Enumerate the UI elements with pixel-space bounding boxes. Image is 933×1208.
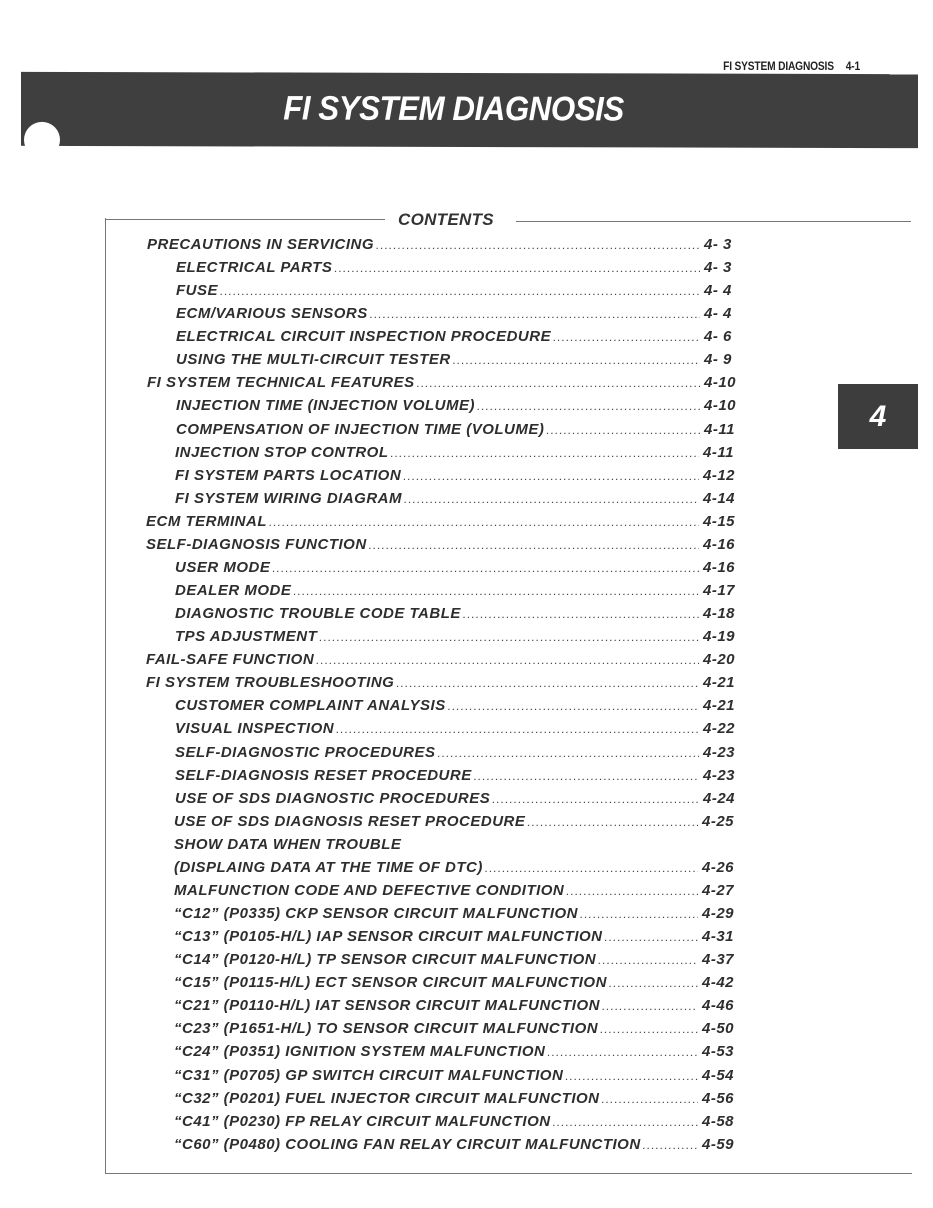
toc-entry-page-number: 4-15: [703, 512, 736, 530]
chapter-title: FI SYSTEM DIAGNOSIS: [283, 89, 624, 129]
toc-dot-leader: [369, 538, 699, 552]
toc-entry[interactable]: [174, 813, 740, 835]
toc-entry-page-number: 4-58: [702, 1112, 735, 1130]
toc-entry-label: SELF-DIAGNOSIS FUNCTION: [146, 535, 367, 553]
toc-entry[interactable]: [147, 374, 742, 396]
toc-dot-leader: [547, 1045, 698, 1059]
toc-entry[interactable]: [176, 397, 742, 419]
toc-dot-leader: [580, 907, 698, 921]
toc-entry[interactable]: [146, 513, 741, 535]
toc-entry-page-number: 4- 4: [704, 282, 732, 300]
toc-entry[interactable]: [176, 421, 742, 443]
toc-entry-page-number: 4-16: [703, 558, 736, 576]
toc-entry-page-number: 4-10: [704, 397, 737, 415]
contents-rule-right: [516, 221, 911, 222]
toc-entry-label: VISUAL INSPECTION: [175, 720, 335, 738]
toc-entry-page-number: 4-18: [703, 605, 736, 623]
toc-entry-page-number: 4-29: [702, 905, 735, 923]
toc-entry[interactable]: [146, 536, 741, 558]
toc-entry-label: PRECAUTIONS IN SERVICING: [147, 236, 375, 253]
toc-entry-page-number: 4-21: [703, 697, 736, 715]
toc-entry-label: COMPENSATION OF INJECTION TIME (VOLUME): [176, 420, 545, 438]
toc-entry-page-number: 4-54: [702, 1066, 735, 1084]
toc-dot-leader: [438, 746, 699, 760]
toc-entry[interactable]: [175, 559, 741, 581]
toc-entry-label: DIAGNOSTIC TROUBLE CODE TABLE: [175, 605, 461, 623]
toc-entry-label: FAIL-SAFE FUNCTION: [146, 651, 315, 669]
toc-entry-page-number: 4-11: [703, 443, 734, 461]
toc-entry[interactable]: [176, 351, 742, 373]
toc-entry-label: USE OF SDS DIAGNOSTIC PROCEDURES: [175, 789, 491, 807]
toc-dot-leader: [492, 792, 699, 806]
toc-entry-page-number: 4-14: [703, 489, 736, 507]
toc-dot-leader: [602, 999, 698, 1013]
toc-entry-label: FI SYSTEM PARTS LOCATION: [175, 466, 402, 484]
toc-entry-label: “C15” (P0115-H/L) ECT SENSOR CIRCUIT MALFUNCTION: [174, 974, 607, 992]
toc-dot-leader: [417, 376, 700, 390]
toc-entry-label: SELF-DIAGNOSTIC PROCEDURES: [175, 743, 436, 761]
toc-dot-leader: [598, 953, 698, 967]
toc-entry[interactable]: [174, 836, 740, 858]
toc-dot-leader: [391, 446, 699, 460]
toc-dot-leader: [453, 353, 700, 367]
toc-dot-leader: [448, 699, 699, 713]
toc-dot-leader: [553, 1115, 698, 1129]
toc-entry-page-number: 4-26: [702, 858, 735, 876]
toc-entry-page-number: 4-31: [702, 928, 735, 946]
toc-entry-label: “C12” (P0335) CKP SENSOR CIRCUIT MALFUNCTION: [174, 905, 578, 923]
toc-dot-leader: [316, 653, 699, 667]
toc-entry-page-number: 4-23: [703, 743, 736, 761]
toc-dot-leader: [334, 261, 700, 275]
toc-entry[interactable]: [176, 259, 742, 281]
toc-dot-leader: [403, 469, 699, 483]
toc-dot-leader: [566, 884, 698, 898]
toc-entry[interactable]: [174, 951, 740, 973]
toc-entry[interactable]: [176, 282, 742, 304]
toc-entry[interactable]: [174, 1136, 740, 1158]
toc-entry-page-number: 4- 4: [704, 305, 732, 323]
toc-entry-label: “C14” (P0120-H/L) TP SENSOR CIRCUIT MALFUNCTION: [174, 951, 597, 969]
toc-entry-label: DEALER MODE: [175, 582, 292, 600]
toc-entry[interactable]: [174, 974, 740, 996]
toc-dot-leader: [600, 1022, 698, 1036]
toc-dot-leader: [220, 284, 700, 298]
toc-dot-leader: [293, 584, 699, 598]
title-bar-notch-decoration: [24, 122, 60, 158]
toc-entry-page-number: 4-22: [703, 720, 736, 738]
toc-entry[interactable]: [175, 605, 741, 627]
toc-entry-page-number: 4-56: [702, 1089, 735, 1107]
toc-entry[interactable]: [175, 744, 741, 766]
toc-entry-page-number: 4- 9: [704, 351, 732, 369]
toc-dot-leader: [376, 238, 700, 252]
toc-entry[interactable]: [146, 651, 741, 673]
toc-entry-page-number: 4-17: [703, 582, 736, 600]
toc-entry-label: ECM TERMINAL: [146, 512, 267, 530]
toc-entry-page-number: 4- 3: [704, 236, 732, 253]
toc-entry[interactable]: [175, 697, 741, 719]
toc-entry-label: ECM/VARIOUS SENSORS: [176, 305, 368, 323]
toc-entry-label: “C23” (P1651-H/L) TO SENSOR CIRCUIT MALFUNCTION: [174, 1020, 599, 1038]
toc-entry-label: “C60” (P0480) COOLING FAN RELAY CIRCUIT MALFUNCTION: [174, 1135, 641, 1153]
toc-entry-page-number: 4-25: [702, 812, 735, 830]
toc-entry-page-number: 4-21: [703, 674, 736, 692]
toc-entry[interactable]: [174, 882, 740, 904]
toc-entry-label: TPS ADJUSTMENT: [175, 628, 318, 646]
toc-entry-page-number: 4-37: [702, 951, 735, 969]
toc-entry[interactable]: [175, 767, 741, 789]
toc-entry-page-number: 4-11: [704, 420, 735, 438]
toc-entry[interactable]: [175, 628, 741, 650]
toc-entry-label: USER MODE: [175, 558, 271, 576]
toc-dot-leader: [463, 607, 699, 621]
running-head: [723, 59, 860, 73]
toc-entry-page-number: 4-23: [703, 766, 736, 784]
running-head-section: FI SYSTEM DIAGNOSIS: [723, 59, 834, 73]
toc-entry-label: FI SYSTEM TECHNICAL FEATURES: [147, 374, 415, 392]
toc-entry-label: SHOW DATA WHEN TROUBLE: [174, 835, 402, 853]
toc-entry[interactable]: [174, 905, 740, 927]
toc-entry-label: INJECTION STOP CONTROL: [175, 443, 389, 461]
toc-entry[interactable]: [176, 305, 742, 327]
toc-entry[interactable]: [174, 1113, 740, 1135]
toc-entry-page-number: 4-59: [702, 1135, 735, 1153]
toc-dot-leader: [565, 1069, 698, 1083]
toc-entry-label: “C24” (P0351) IGNITION SYSTEM MALFUNCTION: [174, 1043, 546, 1061]
toc-entry-label: “C41” (P0230) FP RELAY CIRCUIT MALFUNCTION: [174, 1112, 551, 1130]
toc-entry-label: USE OF SDS DIAGNOSIS RESET PROCEDURE: [174, 812, 526, 830]
toc-entry-page-number: 4-16: [703, 535, 736, 553]
toc-entry[interactable]: [174, 1020, 740, 1042]
toc-entry-page-number: 4-53: [702, 1043, 735, 1061]
toc-entry[interactable]: [174, 997, 740, 1019]
toc-entry[interactable]: [146, 674, 741, 696]
toc-dot-leader: [485, 861, 698, 875]
toc-entry[interactable]: [175, 467, 741, 489]
toc-dot-leader: [404, 492, 699, 506]
toc-entry-page-number: 4-20: [703, 651, 736, 669]
toc-entry-label: USING THE MULTI-CIRCUIT TESTER: [176, 351, 451, 369]
toc-entry-page-number: 4- 3: [704, 259, 732, 277]
toc-entry-page-number: 4-19: [703, 628, 736, 646]
toc-entry[interactable]: [174, 928, 740, 950]
contents-heading: CONTENTS: [398, 210, 494, 229]
toc-dot-leader: [477, 399, 700, 413]
toc-entry[interactable]: [174, 1067, 740, 1089]
toc-entry-label: FUSE: [176, 282, 219, 300]
toc-entry[interactable]: [174, 1043, 740, 1065]
toc-entry-label: FI SYSTEM TROUBLESHOOTING: [146, 674, 395, 692]
chapter-tab: 4: [838, 384, 918, 449]
toc-entry-label: CUSTOMER COMPLAINT ANALYSIS: [175, 697, 446, 715]
toc-entry-page-number: 4-50: [702, 1020, 735, 1038]
toc-entry-page-number: 4-12: [703, 466, 736, 484]
running-head-page-number: 4-1: [845, 59, 860, 73]
toc-entry-page-number: 4-46: [702, 997, 735, 1015]
toc-entry-label: ELECTRICAL CIRCUIT INSPECTION PROCEDURE: [176, 328, 552, 346]
toc-entry-page-number: 4-27: [702, 881, 735, 899]
toc-dot-leader: [553, 330, 700, 344]
toc-entry-label: SELF-DIAGNOSIS RESET PROCEDURE: [175, 766, 472, 784]
toc-entry[interactable]: [175, 720, 741, 742]
toc-entry-label: “C31” (P0705) GP SWITCH CIRCUIT MALFUNCTION: [174, 1066, 564, 1084]
toc-entry[interactable]: [174, 859, 740, 881]
toc-entry-page-number: 4-24: [703, 789, 736, 807]
toc-entry-label: ELECTRICAL PARTS: [176, 259, 333, 277]
toc-entry-page-number: 4-42: [702, 974, 735, 992]
toc-entry-label: MALFUNCTION CODE AND DEFECTIVE CONDITION: [174, 881, 565, 899]
toc-entry[interactable]: [175, 790, 741, 812]
toc-entry-page-number: 4-10: [704, 374, 737, 392]
toc-dot-leader: [546, 423, 700, 437]
toc-entry[interactable]: [174, 1090, 740, 1112]
toc-entry-label: “C13” (P0105-H/L) IAP SENSOR CIRCUIT MALFUNCTION: [174, 928, 603, 946]
toc-dot-leader: [272, 561, 699, 575]
chapter-title-bar: [21, 72, 918, 148]
toc-entry-label: (DISPLAING DATA AT THE TIME OF DTC): [174, 858, 483, 876]
toc-entry-label: “C21” (P0110-H/L) IAT SENSOR CIRCUIT MALFUNCTION: [174, 997, 600, 1015]
toc-dot-leader: [474, 769, 699, 783]
toc-dot-leader: [319, 630, 699, 644]
contents-rule-left: [105, 219, 385, 220]
toc-entry[interactable]: [175, 582, 741, 604]
toc-dot-leader: [336, 722, 699, 736]
toc-dot-leader: [396, 676, 699, 690]
toc-dot-leader: [609, 976, 698, 990]
toc-dot-leader: [370, 307, 700, 321]
toc-dot-leader: [604, 930, 698, 944]
toc-entry[interactable]: [175, 490, 741, 512]
toc-entry[interactable]: [176, 328, 742, 350]
toc-dot-leader: [527, 815, 698, 829]
toc-entry-label: “C32” (P0201) FUEL INJECTOR CIRCUIT MALFUNCTION: [174, 1089, 600, 1107]
toc-entry[interactable]: [175, 444, 741, 466]
toc-dot-leader: [602, 1092, 699, 1106]
toc-dot-leader: [269, 515, 699, 529]
toc-entry-label: INJECTION TIME (INJECTION VOLUME): [176, 397, 476, 415]
toc-dot-leader: [643, 1138, 698, 1152]
toc-entry-page-number: 4- 6: [704, 328, 732, 346]
toc-entry-label: FI SYSTEM WIRING DIAGRAM: [175, 489, 402, 507]
toc-entry[interactable]: [147, 236, 742, 258]
